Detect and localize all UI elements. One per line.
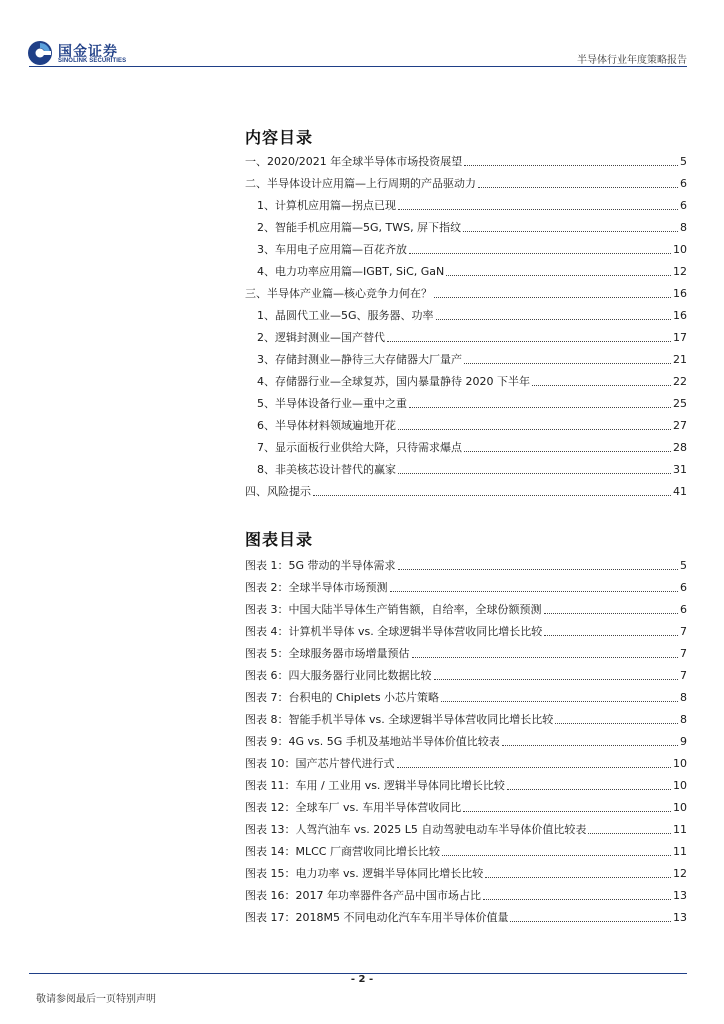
figure-entry-page: 9: [680, 735, 687, 748]
dot-leader: [442, 855, 671, 856]
contents-entry[interactable]: [245, 215, 687, 235]
figure-entry-page: 13: [673, 911, 687, 924]
figure-entry-page: 10: [673, 757, 687, 770]
contents-entry[interactable]: [245, 149, 687, 169]
figure-entry-page: 10: [673, 801, 687, 814]
contents-entry-page: 16: [673, 309, 687, 322]
figure-entry[interactable]: [245, 619, 687, 639]
dot-leader: [502, 745, 678, 746]
contents-entry-text: 2、逻辑封测业—国产替代: [257, 331, 385, 344]
figure-entry[interactable]: [245, 751, 687, 771]
contents-title: 内容目录: [245, 128, 314, 147]
dot-leader: [464, 451, 671, 452]
figure-entry-text: 图表 5：全球服务器市场增量预估: [245, 647, 410, 660]
contents-entry[interactable]: [245, 413, 687, 433]
contents-entry-page: 41: [673, 485, 687, 498]
contents-entry[interactable]: [245, 281, 687, 301]
contents-entry-page: 28: [673, 441, 687, 454]
figures-title: 图表目录: [245, 530, 314, 549]
figure-entry-text: 图表 6：四大服务器行业同比数据比较: [245, 669, 432, 682]
contents-entry-text: 3、车用电子应用篇—百花齐放: [257, 243, 407, 256]
contents-entry-text: 4、电力功率应用篇—IGBT, SiC, GaN: [257, 265, 445, 278]
dot-leader: [434, 679, 679, 680]
contents-entry[interactable]: [245, 259, 687, 279]
figure-entry-text: 图表 3：中国大陆半导体生产销售额，自给率，全球份额预测: [245, 603, 542, 616]
contents-section: [245, 125, 687, 498]
figure-entry[interactable]: [245, 883, 687, 903]
figure-entry-text: 图表 10：国产芯片替代进行式: [245, 757, 395, 770]
contents-entry-text: 3、存储封测业—静待三大存储器大厂量产: [257, 353, 462, 366]
dot-leader: [544, 635, 678, 636]
dot-leader: [464, 165, 678, 166]
figure-entry-text: 图表 17：2018M5 不同电动化汽车车用半导体价值量: [245, 911, 509, 924]
contents-entry-page: 6: [680, 199, 687, 212]
dot-leader: [485, 877, 671, 878]
page-number: - 2 -: [350, 974, 374, 985]
figure-entry[interactable]: [245, 597, 687, 617]
figure-entry-text: 图表 13：人驾汽油车 vs. 2025 L5 自动驾驶电动车半导体价值比较表: [245, 823, 587, 836]
dot-leader: [532, 385, 671, 386]
dot-leader: [483, 899, 671, 900]
dot-leader: [478, 187, 678, 188]
contents-entry-page: 5: [680, 155, 687, 168]
contents-entry-text: 6、半导体材料领域遍地开花: [257, 419, 396, 432]
contents-entry-page: 12: [673, 265, 687, 278]
report-title: 半导体行业年度策略报告: [577, 55, 687, 66]
contents-entry-text: 1、晶圆代工业—5G、服务器、功率: [257, 309, 434, 322]
dot-leader: [441, 701, 678, 702]
contents-entry-page: 8: [680, 221, 687, 234]
contents-entry-page: 16: [673, 287, 687, 300]
figure-entry-page: 7: [680, 669, 687, 682]
dot-leader: [544, 613, 679, 614]
dot-leader: [555, 723, 678, 724]
dot-leader: [398, 209, 678, 210]
dot-leader: [434, 297, 671, 298]
contents-entry[interactable]: [245, 193, 687, 213]
figure-entry-page: 6: [680, 581, 687, 594]
figure-entry[interactable]: [245, 861, 687, 881]
contents-entry-text: 1、计算机应用篇—拐点已现: [257, 199, 396, 212]
figure-entry[interactable]: [245, 905, 687, 925]
sinolink-logo-icon: [27, 40, 53, 66]
figure-entry[interactable]: [245, 795, 687, 815]
dot-leader: [463, 231, 678, 232]
contents-entry-page: 10: [673, 243, 687, 256]
dot-leader: [398, 429, 671, 430]
figure-entry-page: 10: [673, 779, 687, 792]
figure-entry-page: 12: [673, 867, 687, 880]
figure-entry-text: 图表 16：2017 年功率器件各产品中国市场占比: [245, 889, 481, 902]
logo-chinese-name: 国金证券: [58, 44, 118, 60]
dot-leader: [387, 341, 671, 342]
dot-leader: [313, 495, 671, 496]
figure-entry-text: 图表 9：4G vs. 5G 手机及基地站半导体价值比较表: [245, 735, 500, 748]
figure-entry-page: 7: [680, 647, 687, 660]
figure-entry-text: 图表 12：全球车厂 vs. 车用半导体营收同比: [245, 801, 462, 814]
dot-leader: [510, 921, 671, 922]
contents-entry[interactable]: [245, 435, 687, 455]
contents-entry[interactable]: [245, 369, 687, 389]
figure-entry[interactable]: [245, 773, 687, 793]
figure-entry-text: 图表 14：MLCC 厂商营收同比增长比较: [245, 845, 440, 858]
disclaimer-note: 敬请参阅最后一页特别声明: [36, 994, 156, 1005]
figure-entry-text: 图表 4：计算机半导体 vs. 全球逻辑半导体营收同比增长比较: [245, 625, 543, 638]
dot-leader: [588, 833, 671, 834]
figure-entry-page: 11: [673, 823, 687, 836]
figure-entry-text: 图表 1：5G 带动的半导体需求: [245, 559, 396, 572]
contents-entry-text: 四、风险提示: [245, 485, 311, 498]
dot-leader: [412, 657, 679, 658]
figure-entry-page: 13: [673, 889, 687, 902]
contents-entry[interactable]: [245, 303, 687, 323]
dot-leader: [398, 473, 671, 474]
figure-entry[interactable]: [245, 641, 687, 661]
page-header: [0, 0, 724, 72]
figure-entry[interactable]: [245, 685, 687, 705]
contents-entry-text: 5、半导体设备行业—重中之重: [257, 397, 407, 410]
figure-entry-page: 11: [673, 845, 687, 858]
figure-entry[interactable]: [245, 575, 687, 595]
dot-leader: [409, 253, 671, 254]
contents-entry[interactable]: [245, 237, 687, 257]
logo-english-name: SINOLINK SECURITIES: [58, 58, 127, 64]
contents-entry-page: 25: [673, 397, 687, 410]
figure-entry-page: 8: [680, 691, 687, 704]
figures-section: [245, 527, 687, 924]
contents-entry[interactable]: [245, 479, 687, 499]
figure-entry[interactable]: [245, 839, 687, 859]
contents-entry-page: 21: [673, 353, 687, 366]
contents-entry-text: 8、非美核芯设计替代的赢家: [257, 463, 396, 476]
dot-leader: [397, 767, 672, 768]
contents-entry-page: 17: [673, 331, 687, 344]
figure-entry-text: 图表 7：台积电的 Chiplets 小芯片策略: [245, 691, 440, 704]
contents-entry[interactable]: [245, 347, 687, 367]
contents-entry[interactable]: [245, 391, 687, 411]
figure-entry[interactable]: [245, 729, 687, 749]
contents-entry[interactable]: [245, 171, 687, 191]
contents-entry[interactable]: [245, 457, 687, 477]
figure-entry-text: 图表 11：车用 / 工业用 vs. 逻辑半导体同比增长比较: [245, 779, 505, 792]
figure-entry-page: 6: [680, 603, 687, 616]
dot-leader: [398, 569, 678, 570]
header-divider: [29, 66, 687, 67]
dot-leader: [463, 811, 671, 812]
dot-leader: [446, 275, 671, 276]
contents-entry-page: 31: [673, 463, 687, 476]
figure-entry[interactable]: [245, 663, 687, 683]
figure-entry[interactable]: [245, 553, 687, 573]
dot-leader: [409, 407, 671, 408]
contents-entry-page: 22: [673, 375, 687, 388]
figure-entry[interactable]: [245, 707, 687, 727]
figure-entry-text: 图表 15：电力功率 vs. 逻辑半导体同比增长比较: [245, 867, 484, 880]
figure-entry-text: 图表 2：全球半导体市场预测: [245, 581, 388, 594]
figure-entry-text: 图表 8：智能手机半导体 vs. 全球逻辑半导体营收同比增长比较: [245, 713, 554, 726]
contents-entry[interactable]: [245, 325, 687, 345]
figure-entry-page: 8: [680, 713, 687, 726]
contents-entry-text: 一、2020/2021 年全球半导体市场投资展望: [245, 155, 463, 168]
dot-leader: [436, 319, 671, 320]
figure-entry[interactable]: [245, 817, 687, 837]
dot-leader: [507, 789, 671, 790]
dot-leader: [390, 591, 679, 592]
contents-entry-text: 三、半导体产业篇—核心竞争力何在？: [245, 287, 432, 300]
dot-leader: [464, 363, 671, 364]
contents-entry-text: 2、智能手机应用篇—5G, TWS, 屏下指纹: [257, 221, 462, 234]
figure-entry-page: 7: [680, 625, 687, 638]
figure-entry-page: 5: [680, 559, 687, 572]
contents-entry-page: 6: [680, 177, 687, 190]
contents-entry-text: 7、显示面板行业供给大降，只待需求爆点: [257, 441, 462, 454]
contents-entry-text: 4、存储器行业—全球复苏，国内暴量静待 2020 下半年: [257, 375, 530, 388]
contents-entry-page: 27: [673, 419, 687, 432]
contents-entry-text: 二、半导体设计应用篇—上行周期的产品驱动力: [245, 177, 476, 190]
